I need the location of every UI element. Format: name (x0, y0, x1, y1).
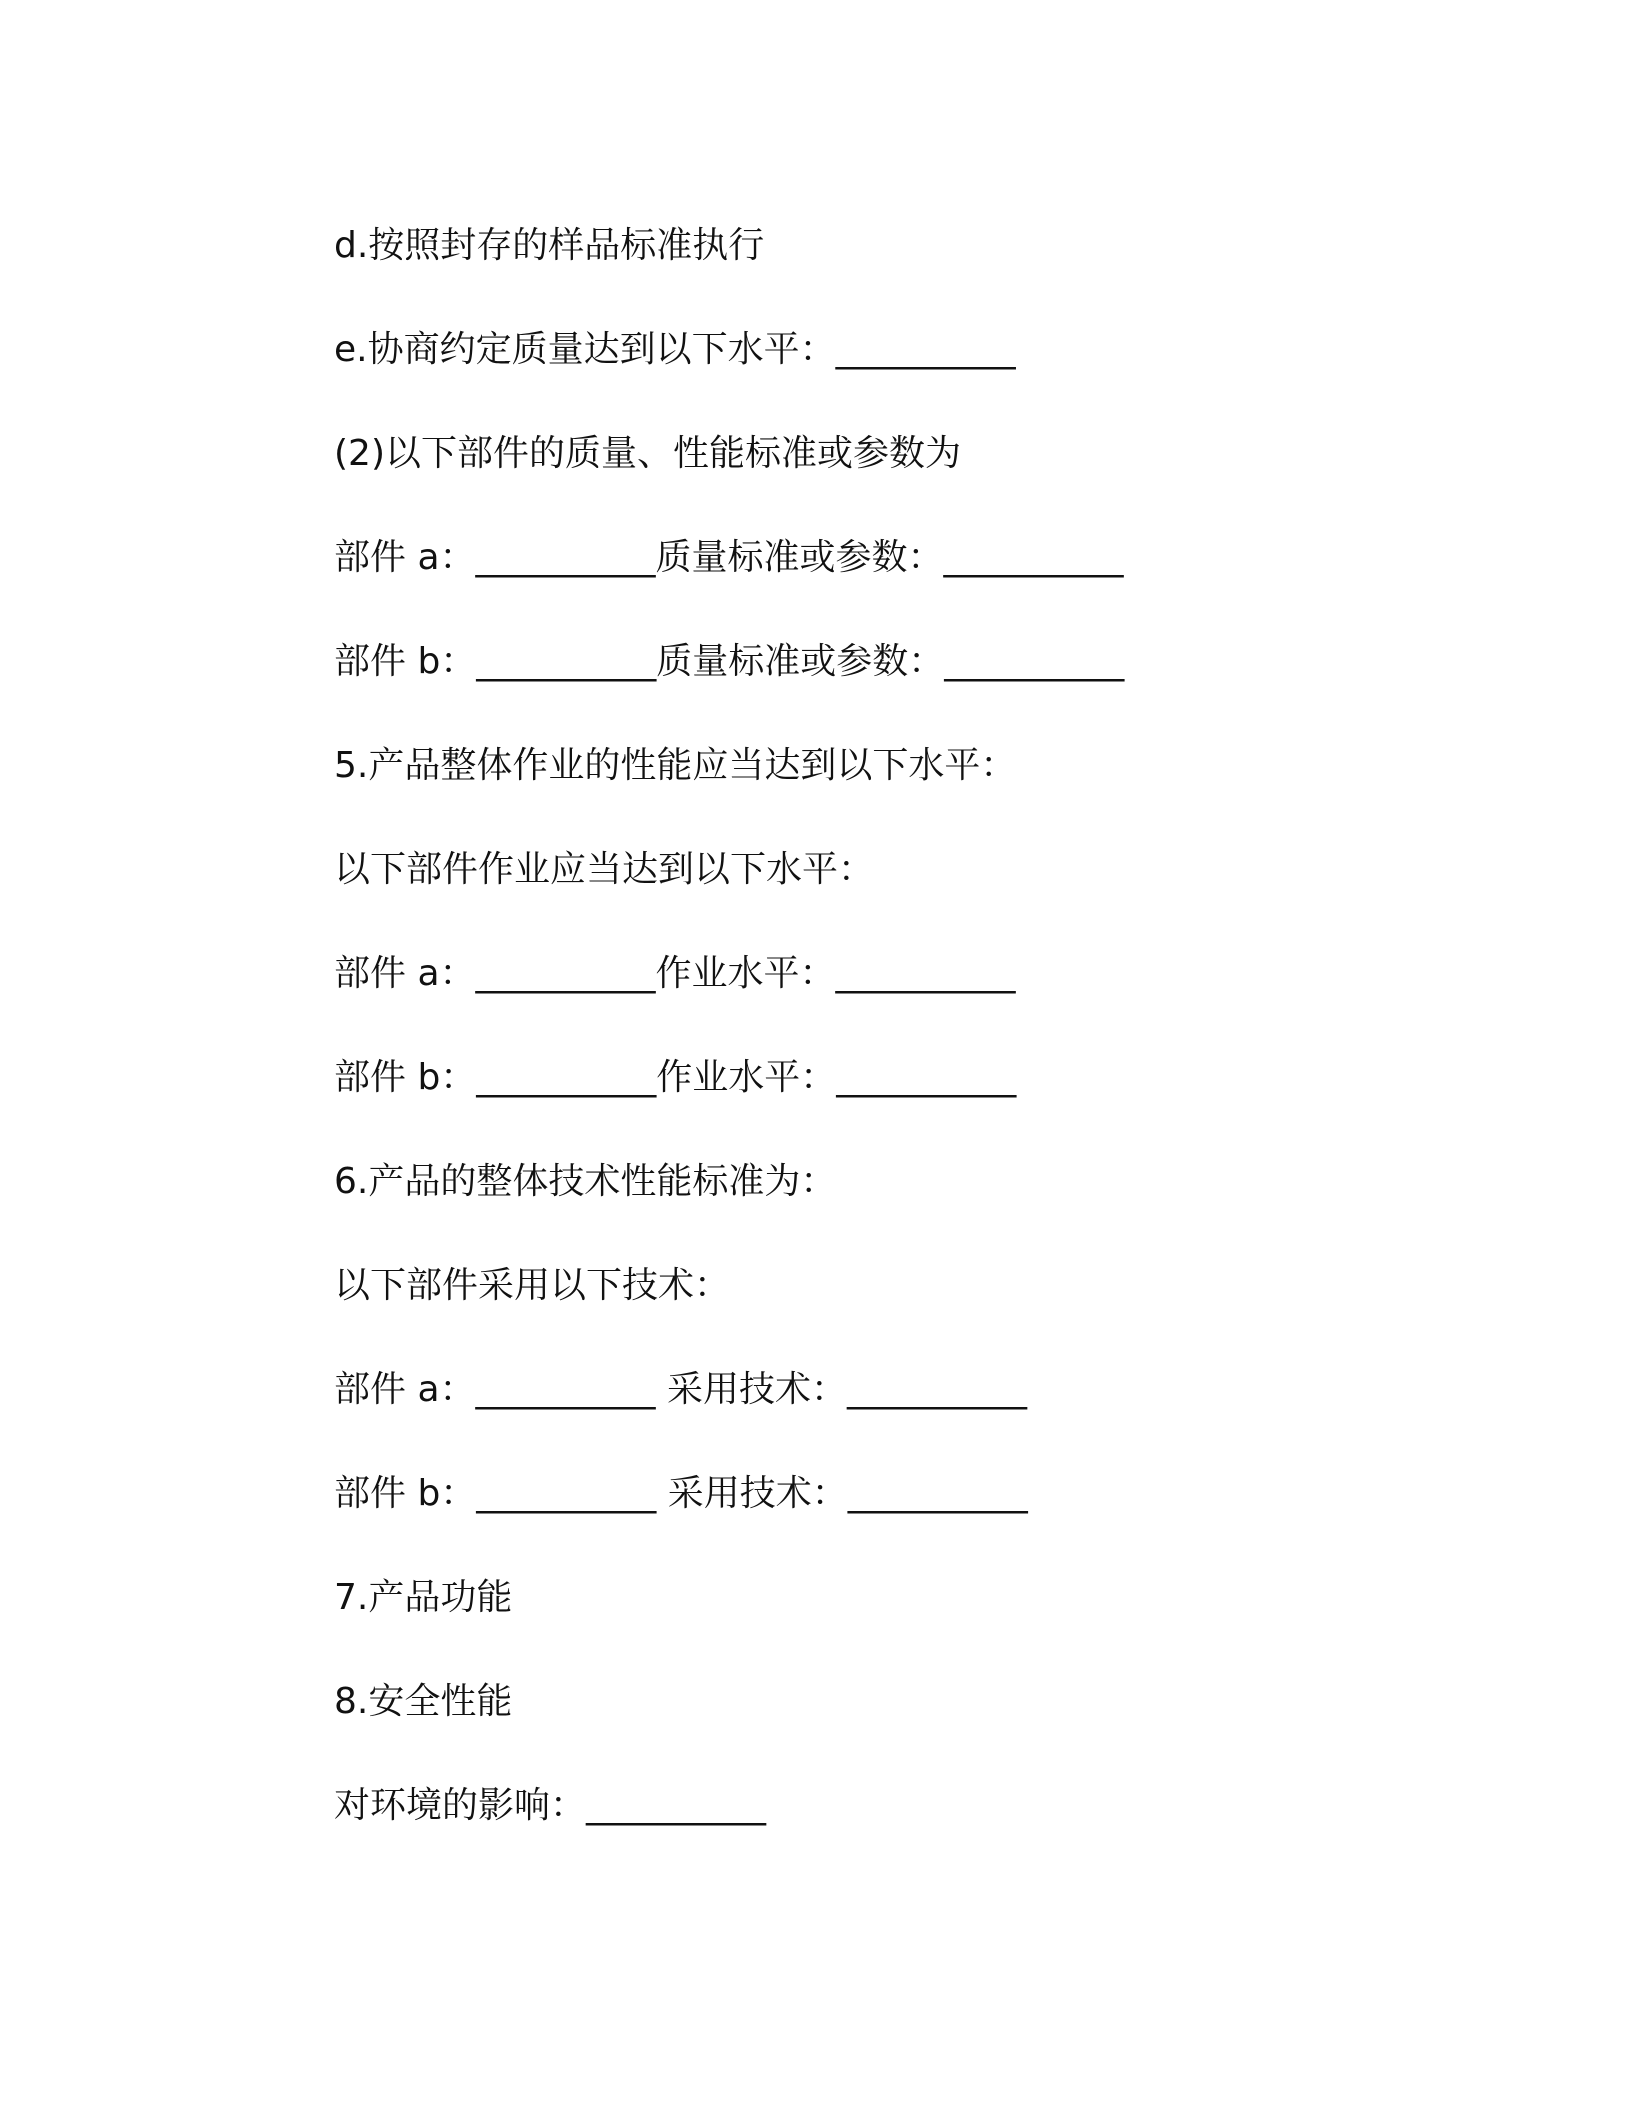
text-line-section-5-heading: 5.产品整体作业的性能应当达到以下水平： (334, 744, 1017, 786)
text-line-component-a-technology: 部件 a：__________ 采用技术：__________ (334, 1368, 1027, 1410)
text-line-component-b-technology: 部件 b：__________ 采用技术：__________ (334, 1472, 1028, 1514)
text-line-sample-standard: d.按照封存的样品标准执行 (334, 224, 765, 266)
text-line-agreed-quality: e.协商约定质量达到以下水平：__________ (334, 328, 1016, 370)
text-line-section-8-heading: 8.安全性能 (334, 1680, 513, 1722)
text-line-section-7-heading: 7.产品功能 (334, 1576, 513, 1618)
text-line-component-operation-heading: 以下部件作业应当达到以下水平： (334, 848, 875, 890)
text-line-component-a-operation: 部件 a：__________作业水平：__________ (334, 952, 1016, 994)
text-line-section-6-heading: 6.产品的整体技术性能标准为： (334, 1160, 837, 1202)
document-body (334, 190, 1434, 1854)
text-line-component-standards-heading: (2)以下部件的质量、性能标准或参数为 (334, 432, 961, 474)
text-line-component-b-quality: 部件 b：__________质量标准或参数：__________ (334, 640, 1125, 682)
text-line-component-b-operation: 部件 b：__________作业水平：__________ (334, 1056, 1017, 1098)
text-line-component-a-quality: 部件 a：__________质量标准或参数：__________ (334, 536, 1124, 578)
text-line-environmental-impact: 对环境的影响：__________ (334, 1784, 767, 1826)
text-line-component-technology-heading: 以下部件采用以下技术： (334, 1264, 731, 1306)
